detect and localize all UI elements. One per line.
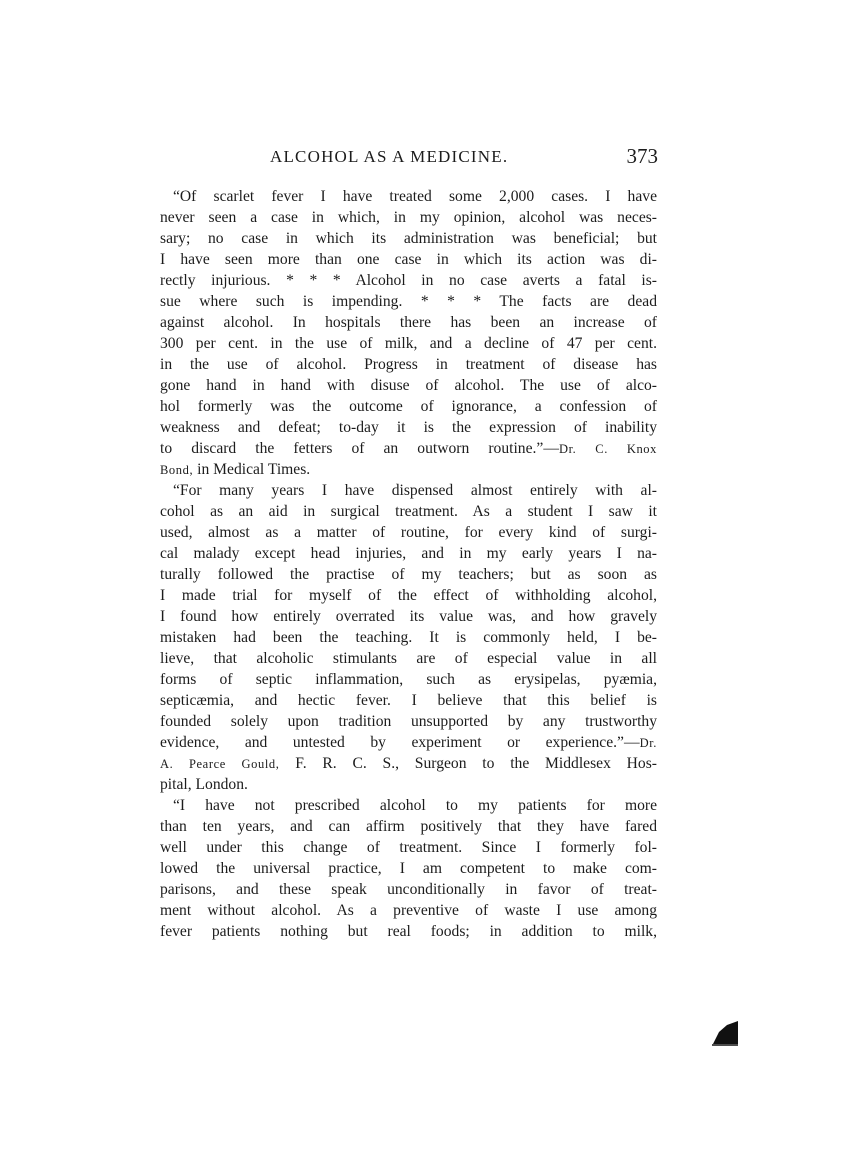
text-line: ment without alcohol. As a preventive of waste I use among — [160, 902, 657, 919]
text-line-part: evidence, and untested by experiment or experience.”— — [160, 734, 640, 751]
text-line-with-attribution — [160, 732, 657, 753]
page-header — [270, 144, 660, 174]
text-line-with-attribution — [160, 459, 657, 480]
text-line: lowed the universal practice, I am competent to make com- — [160, 860, 657, 877]
text-line: fever patients nothing but real foods; in addition to milk, — [160, 923, 657, 940]
running-title: ALCOHOL AS A MEDICINE. — [270, 147, 509, 166]
text-line: founded solely upon tradition unsupported by any trustworthy — [160, 713, 657, 730]
text-line: hol formerly was the outcome of ignorance, a confession of — [160, 398, 657, 415]
text-line-with-attribution — [160, 753, 657, 774]
text-line: well under this change of treatment. Since I formerly fol- — [160, 839, 657, 856]
text-line: sary; no case in which its administration was beneficial; but — [160, 230, 657, 247]
text-line: than ten years, and can affirm positively that they have fared — [160, 818, 657, 835]
text-line: sue where such is impending. * * * The facts are dead — [160, 293, 657, 310]
text-line-part: F. R. C. S., Surgeon to the Middlesex Hos- — [295, 755, 657, 772]
text-line: mistaken had been the teaching. It is commonly held, I be- — [160, 629, 657, 646]
text-line: turally followed the practise of my teachers; but as soon as — [160, 566, 657, 583]
text-line: never seen a case in which, in my opinion, alcohol was neces- — [160, 209, 657, 226]
text-line: 300 per cent. in the use of milk, and a decline of 47 per cent. — [160, 335, 657, 352]
text-line: cohol as an aid in surgical treatment. As a student I saw it — [160, 503, 657, 520]
attribution-name-cont: Bond, — [160, 463, 194, 477]
attribution-prefix: Dr. — [639, 736, 657, 750]
page-number: 373 — [626, 144, 658, 168]
text-line: gone hand in hand with disuse of alcohol. The use of alco- — [160, 377, 657, 394]
text-line: used, almost as a matter of routine, for every kind of surgi- — [160, 524, 657, 541]
text-line: “I have not prescribed alcohol to my patients for more — [173, 797, 657, 814]
text-line-with-attribution — [160, 438, 657, 459]
text-line-part: to discard the fetters of an outworn routine.”— — [160, 440, 559, 457]
text-line: I found how entirely overrated its value was, and how gravely — [160, 608, 657, 625]
text-line: in the use of alcohol. Progress in treatment of disease has — [160, 356, 657, 373]
text-line: I have seen more than one case in which its action was di- — [160, 251, 657, 268]
text-line: pital, London. — [160, 776, 248, 793]
text-line: parisons, and these speak unconditionally in favor of treat- — [160, 881, 657, 898]
text-line: lieve, that alcoholic stimulants are of especial value in all — [160, 650, 657, 667]
page-corner-smudge — [711, 1020, 739, 1046]
attribution-name: A. Pearce Gould, — [160, 757, 280, 771]
text-line: forms of septic inflammation, such as erysipelas, pyæmia, — [160, 671, 657, 688]
text-line: rectly injurious. * * * Alcohol in no case averts a fatal is- — [160, 272, 657, 289]
text-line: “For many years I have dispensed almost entirely with al- — [173, 482, 657, 499]
text-line: “Of scarlet fever I have treated some 2,000 cases. I have — [173, 188, 657, 205]
attribution-name: Dr. C. Knox — [558, 442, 657, 456]
text-line: I made trial for myself of the effect of withholding alcohol, — [160, 587, 657, 604]
text-line-part: in Medical Times. — [197, 461, 311, 478]
text-line: against alcohol. In hospitals there has been an increase of — [160, 314, 657, 331]
text-line: septicæmia, and hectic fever. I believe that this belief is — [160, 692, 657, 709]
text-line: cal malady except head injuries, and in my early years I na- — [160, 545, 657, 562]
body-text — [160, 186, 657, 942]
text-line: weakness and defeat; to-day it is the expression of inability — [160, 419, 657, 436]
